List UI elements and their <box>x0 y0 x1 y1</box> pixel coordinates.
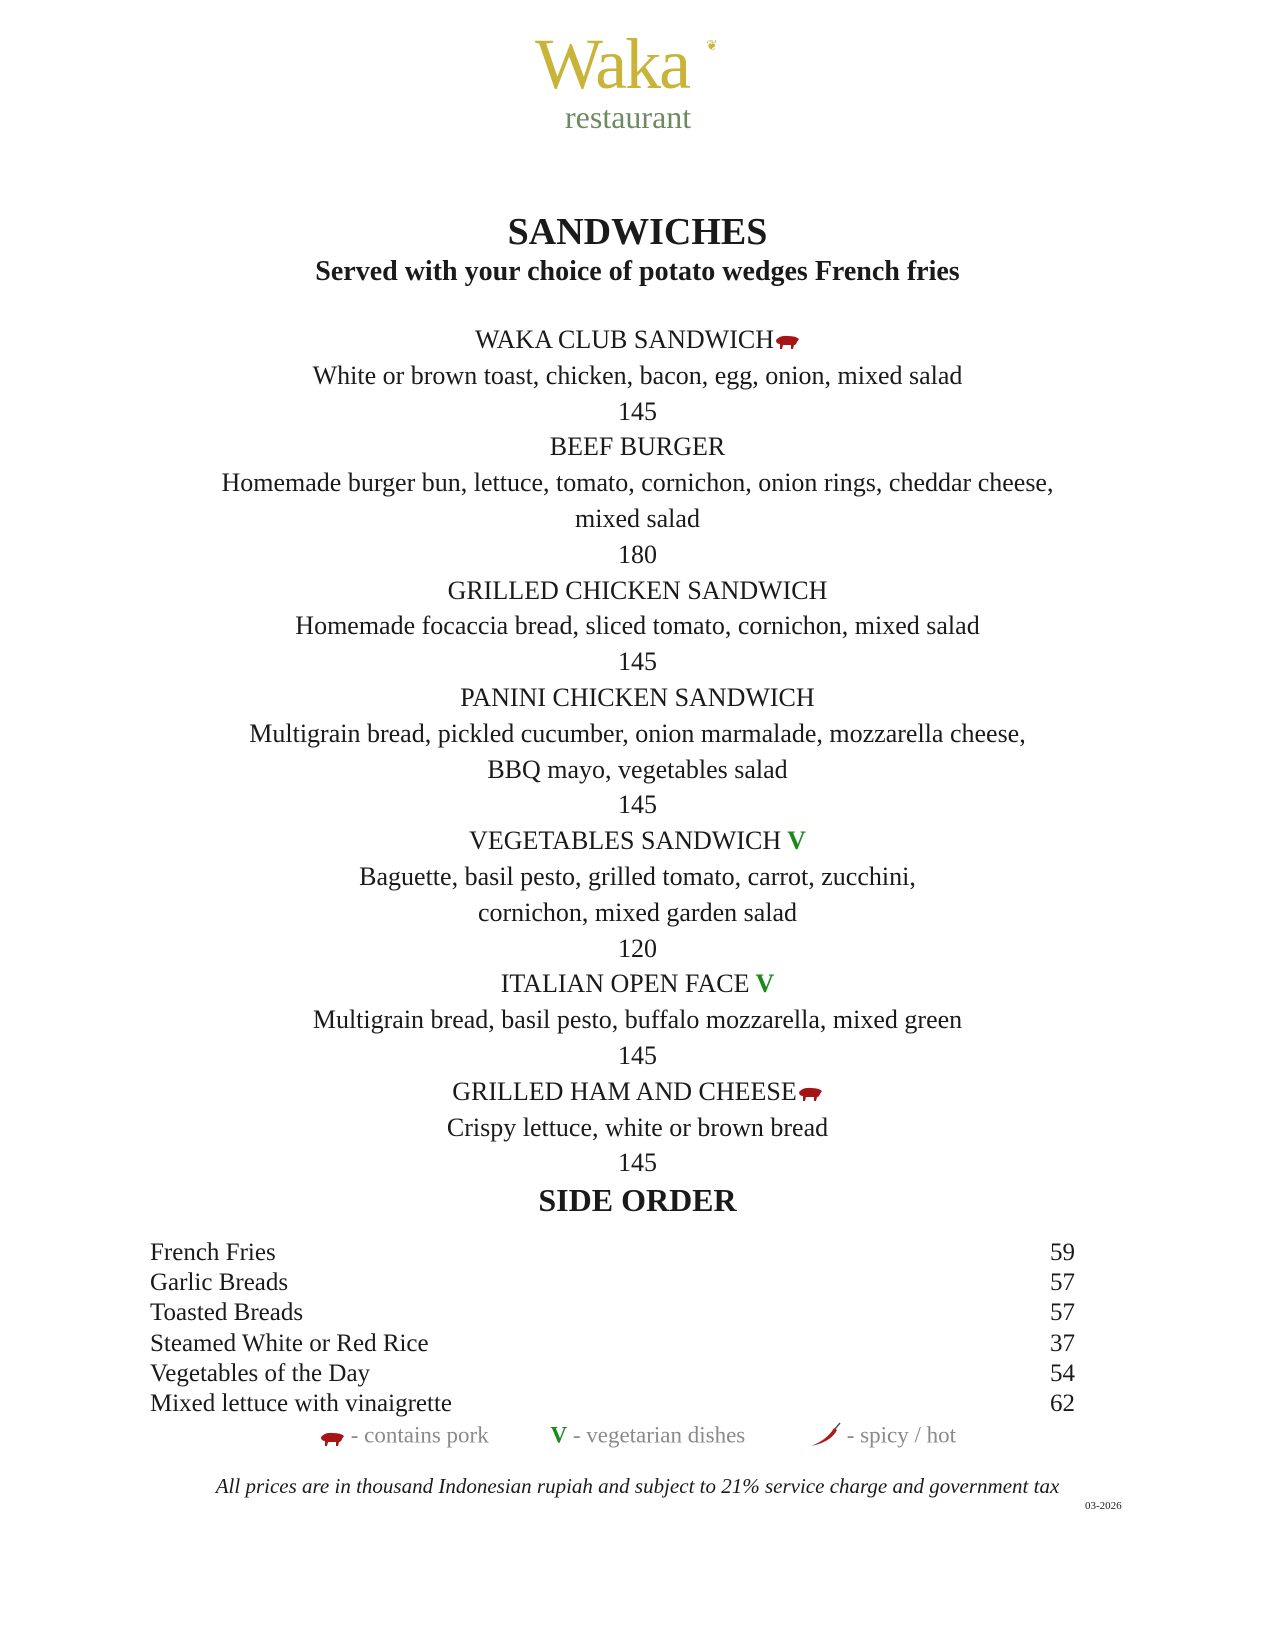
menu-item-price: 145 <box>618 396 657 426</box>
side-price: 57 <box>1050 1299 1075 1327</box>
menu-item-name <box>0 823 1275 859</box>
menu-item-name <box>0 680 1275 716</box>
menu-date: 03-2026 <box>1085 1500 1122 1512</box>
side-order-row <box>150 1238 1075 1268</box>
menu-item-name <box>0 1074 1275 1110</box>
menu-item-description: Homemade focaccia bread, sliced tomato, cornichon, mixed salad <box>295 611 980 641</box>
side-order-row <box>150 1329 1075 1359</box>
item-name-text: ITALIAN OPEN FACE <box>500 969 750 999</box>
vegetarian-icon: V <box>749 969 775 999</box>
menu-item-description: BBQ mayo, vegetables salad <box>487 754 788 784</box>
side-name: Mixed lettuce with vinaigrette <box>150 1389 452 1417</box>
menu-item-description: Multigrain bread, pickled cucumber, onion marmalade, mozzarella cheese, <box>249 718 1026 748</box>
menu-item-name <box>0 429 1275 465</box>
side-price: 57 <box>1050 1269 1075 1297</box>
side-price: 37 <box>1050 1329 1075 1357</box>
item-name-text: WAKA CLUB SANDWICH <box>475 325 774 354</box>
menu-item-description: Baguette, basil pesto, grilled tomato, carrot, zucchini, <box>359 861 916 891</box>
side-price: 59 <box>1050 1239 1075 1266</box>
side-name: Garlic Breads <box>150 1269 289 1297</box>
pork-icon <box>774 325 800 354</box>
menu-item-price: 180 <box>618 539 657 569</box>
section-title: SANDWICHES <box>507 211 768 253</box>
legend <box>0 1420 1275 1454</box>
section-subtitle: Served with your choice of potato wedges French fries <box>315 256 960 287</box>
side-order-row <box>150 1359 1075 1389</box>
side-name: Vegetables of the Day <box>150 1359 371 1387</box>
legend-vegetarian: - vegetarian dishes <box>572 1422 746 1448</box>
side-order-list <box>150 1238 1075 1419</box>
side-order-row <box>150 1389 1075 1419</box>
item-name-text: BEEF BURGER <box>549 432 726 462</box>
sandwich-list <box>0 322 1275 1181</box>
item-name-text: GRILLED HAM AND CHEESE <box>452 1076 797 1106</box>
menu-item-description: Crispy lettuce, white or brown bread <box>446 1112 829 1142</box>
vegetarian-icon: V <box>550 1422 568 1448</box>
item-name-text: PANINI CHICKEN SANDWICH <box>460 682 815 712</box>
menu-item-name <box>0 573 1275 609</box>
legend-pork: - contains pork <box>350 1422 489 1448</box>
side-name: French Fries <box>150 1239 276 1266</box>
side-name: Steamed White or Red Rice <box>150 1329 429 1357</box>
menu-item-name <box>0 322 1275 358</box>
menu-item-name <box>0 966 1275 1002</box>
menu-item-description: mixed salad <box>575 503 700 533</box>
menu-item-description: Multigrain bread, basil pesto, buffalo mozzarella, mixed green <box>312 1005 963 1035</box>
item-name-text: VEGETABLES SANDWICH <box>469 826 782 856</box>
pork-icon <box>797 1077 823 1106</box>
menu-item-price: 145 <box>618 790 657 820</box>
pork-icon <box>319 1424 345 1450</box>
side-price: 62 <box>1050 1389 1075 1417</box>
menu-item-description: White or brown toast, chicken, bacon, egg, onion, mixed salad <box>312 360 963 390</box>
side-price: 54 <box>1050 1359 1075 1387</box>
menu-item-price: 145 <box>618 1148 657 1178</box>
side-order-row <box>150 1268 1075 1298</box>
legend-spicy: - spicy / hot <box>846 1422 957 1448</box>
price-footnote: All prices are in thousand Indonesian rupiah and subject to 21% service charge and government tax <box>215 1474 1060 1498</box>
menu-item-price: 145 <box>618 1040 657 1070</box>
menu-item-description: Homemade burger bun, lettuce, tomato, cornichon, onion rings, cheddar cheese, <box>221 468 1054 498</box>
menu-item-price: 120 <box>618 933 657 963</box>
side-order-row <box>150 1298 1075 1328</box>
side-order-title: SIDE ORDER <box>538 1182 737 1218</box>
side-name: Toasted Breads <box>150 1299 304 1327</box>
item-name-text: GRILLED CHICKEN SANDWICH <box>447 575 828 605</box>
vegetarian-icon: V <box>781 826 806 856</box>
restaurant-logo: Waka ❦ restaurant <box>535 24 718 135</box>
menu-item-price: 145 <box>618 647 657 677</box>
menu-item-description: cornichon, mixed garden salad <box>477 897 798 927</box>
chili-icon <box>807 1420 841 1454</box>
